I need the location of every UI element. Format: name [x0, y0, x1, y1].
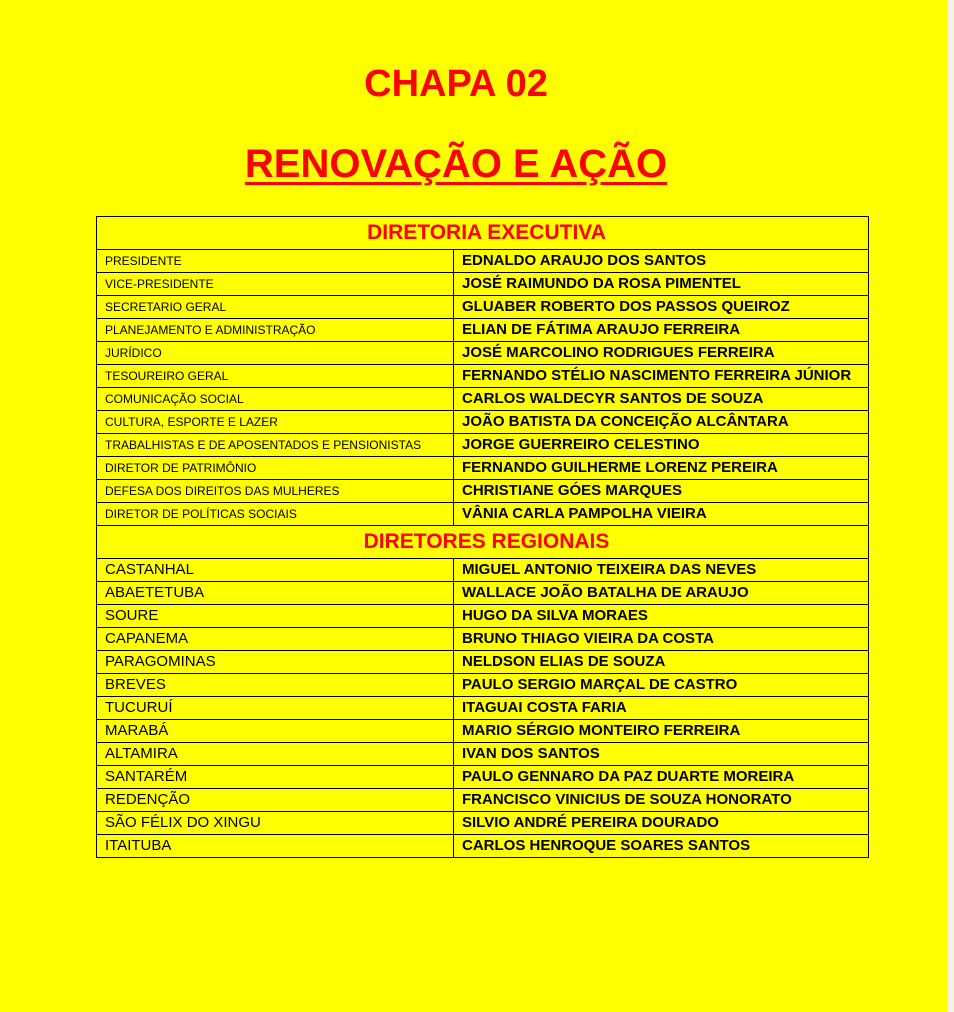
name-cell: BRUNO THIAGO VIEIRA DA COSTA: [454, 628, 869, 651]
region-cell: REDENÇÃO: [97, 789, 454, 812]
page-edge: [948, 0, 954, 1012]
name-cell: IVAN DOS SANTOS: [454, 743, 869, 766]
table-row: [97, 743, 869, 766]
table-row: [97, 503, 869, 526]
name-cell: PAULO GENNARO DA PAZ DUARTE MOREIRA: [454, 766, 869, 789]
name-cell: VÂNIA CARLA PAMPOLHA VIEIRA: [454, 503, 869, 526]
table-row: [97, 480, 869, 503]
name-cell: FERNANDO GUILHERME LORENZ PEREIRA: [454, 457, 869, 480]
table-row: [97, 319, 869, 342]
role-cell: DEFESA DOS DIREITOS DAS MULHERES: [97, 480, 454, 503]
name-cell: MIGUEL ANTONIO TEIXEIRA DAS NEVES: [454, 559, 869, 582]
region-cell: SÃO FÉLIX DO XINGU: [97, 812, 454, 835]
region-cell: ALTAMIRA: [97, 743, 454, 766]
role-cell: SECRETARIO GERAL: [97, 296, 454, 319]
table-row: [97, 434, 869, 457]
table-row: [97, 835, 869, 858]
table-row: [97, 250, 869, 273]
name-cell: FERNANDO STÉLIO NASCIMENTO FERREIRA JÚNIOR: [454, 365, 869, 388]
table-row: [97, 582, 869, 605]
table-row: [97, 789, 869, 812]
role-cell: TRABALHISTAS E DE APOSENTADOS E PENSIONISTAS: [97, 434, 454, 457]
name-cell: EDNALDO ARAUJO DOS SANTOS: [454, 250, 869, 273]
name-cell: JOÃO BATISTA DA CONCEIÇÃO ALCÂNTARA: [454, 411, 869, 434]
name-cell: CARLOS WALDECYR SANTOS DE SOUZA: [454, 388, 869, 411]
name-cell: NELDSON ELIAS DE SOUZA: [454, 651, 869, 674]
role-cell: VICE-PRESIDENTE: [97, 273, 454, 296]
region-cell: ABAETETUBA: [97, 582, 454, 605]
name-cell: ELIAN DE FÁTIMA ARAUJO FERREIRA: [454, 319, 869, 342]
table-row: [97, 628, 869, 651]
name-cell: JORGE GUERREIRO CELESTINO: [454, 434, 869, 457]
table-row: [97, 697, 869, 720]
table-row: [97, 559, 869, 582]
table-row: [97, 365, 869, 388]
table-row: [97, 766, 869, 789]
role-cell: DIRETOR DE PATRIMÔNIO: [97, 457, 454, 480]
table-row: [97, 605, 869, 628]
table-row: [97, 651, 869, 674]
table-row: [97, 720, 869, 743]
role-cell: DIRETOR DE POLÍTICAS SOCIAIS: [97, 503, 454, 526]
role-cell: PRESIDENTE: [97, 250, 454, 273]
executive-section-header: DIRETORIA EXECUTIVA: [97, 217, 869, 250]
name-cell: HUGO DA SILVA MORAES: [454, 605, 869, 628]
name-cell: SILVIO ANDRÉ PEREIRA DOURADO: [454, 812, 869, 835]
regional-section-header: DIRETORES REGIONAIS: [97, 526, 869, 559]
table-row: [97, 296, 869, 319]
name-cell: MARIO SÉRGIO MONTEIRO FERREIRA: [454, 720, 869, 743]
table-row: [97, 342, 869, 365]
role-cell: TESOUREIRO GERAL: [97, 365, 454, 388]
role-cell: CULTURA, ESPORTE E LAZER: [97, 411, 454, 434]
region-cell: PARAGOMINAS: [97, 651, 454, 674]
table-row: [97, 674, 869, 697]
name-cell: CARLOS HENROQUE SOARES SANTOS: [454, 835, 869, 858]
role-cell: JURÍDICO: [97, 342, 454, 365]
region-cell: CAPANEMA: [97, 628, 454, 651]
name-cell: ITAGUAI COSTA FARIA: [454, 697, 869, 720]
name-cell: JOSÉ MARCOLINO RODRIGUES FERREIRA: [454, 342, 869, 365]
document-subheading: [0, 138, 912, 190]
region-cell: MARABÁ: [97, 720, 454, 743]
name-cell: CHRISTIANE GÓES MARQUES: [454, 480, 869, 503]
table-row: [97, 411, 869, 434]
region-cell: BREVES: [97, 674, 454, 697]
table-row: [97, 273, 869, 296]
region-cell: TUCURUÍ: [97, 697, 454, 720]
subheading-text: RENOVAÇÃO E AÇÃO: [244, 142, 668, 186]
name-cell: FRANCISCO VINICIUS DE SOUZA HONORATO: [454, 789, 869, 812]
region-cell: ITAITUBA: [97, 835, 454, 858]
document-heading: CHAPA 02: [364, 63, 548, 105]
name-cell: PAULO SERGIO MARÇAL DE CASTRO: [454, 674, 869, 697]
name-cell: WALLACE JOÃO BATALHA DE ARAUJO: [454, 582, 869, 605]
roster-table: [96, 216, 869, 858]
role-cell: PLANEJAMENTO E ADMINISTRAÇÃO: [97, 319, 454, 342]
role-cell: COMUNICAÇÃO SOCIAL: [97, 388, 454, 411]
region-cell: SOURE: [97, 605, 454, 628]
name-cell: JOSÉ RAIMUNDO DA ROSA PIMENTEL: [454, 273, 869, 296]
region-cell: CASTANHAL: [97, 559, 454, 582]
table-row: [97, 388, 869, 411]
region-cell: SANTARÉM: [97, 766, 454, 789]
name-cell: GLUABER ROBERTO DOS PASSOS QUEIROZ: [454, 296, 869, 319]
table-row: [97, 457, 869, 480]
table-row: [97, 812, 869, 835]
